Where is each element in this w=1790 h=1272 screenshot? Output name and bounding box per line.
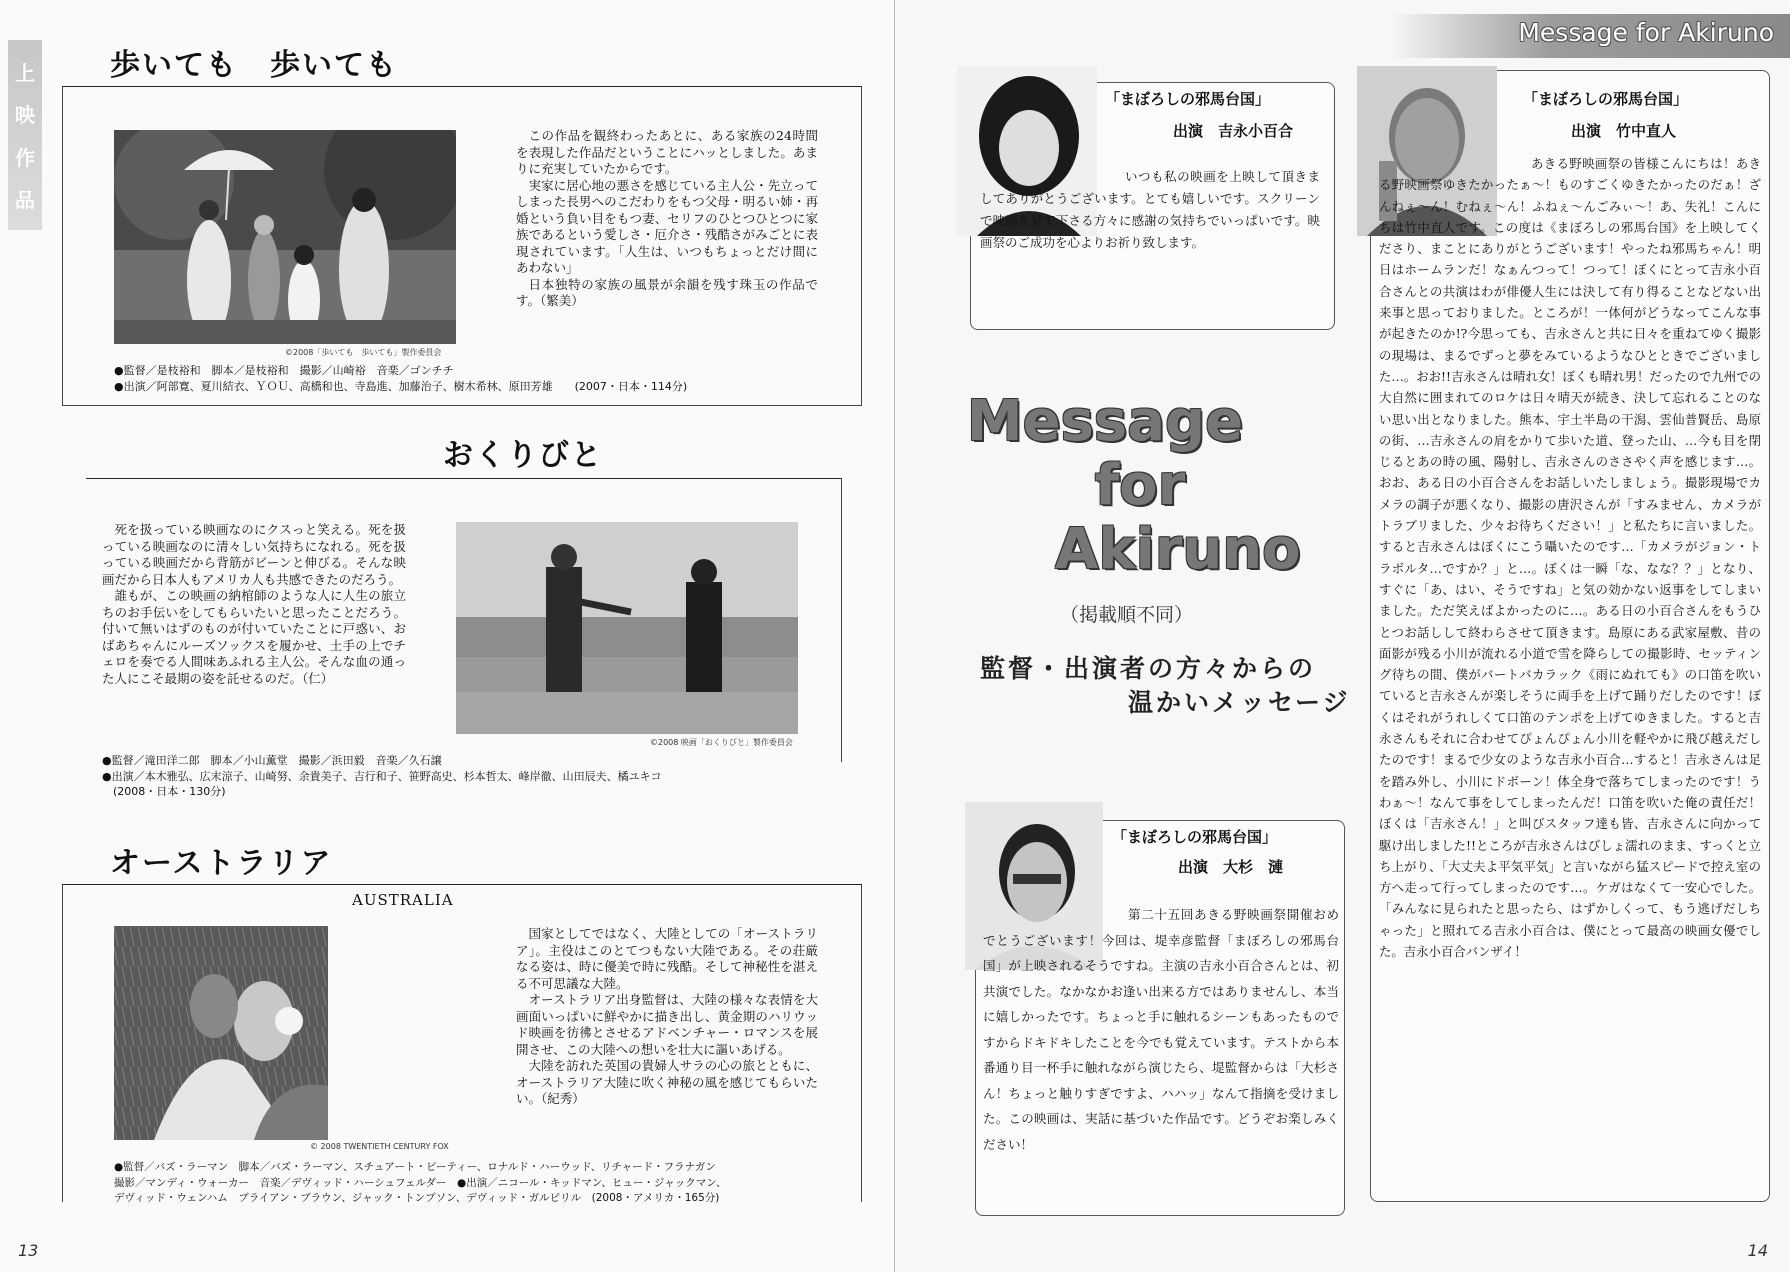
message-film: 「まぼろしの邪馬台国」 [1105,90,1271,108]
message-film: 「まぼろしの邪馬台国」 [1523,90,1689,108]
film-title: オーストラリア [110,846,333,881]
staff-line: デヴィッド・ウェンハム ブライアン・ブラウン、ジャック・トンプソン、デヴィッド・ガルピリル (2008・アメリカ・165分) [114,1192,720,1204]
warm-message-line: 監督・出演者の方々からの [980,654,1317,683]
review-paragraph: この作品を観終わったあとに、ある家族の24時間を表現した作品だということにハッとしました。あまりに充実していたからです。 [516,128,818,176]
page-number: 13 [18,1241,39,1260]
section-tab [8,40,42,230]
film-photo-walking [114,130,456,344]
message-text [1379,153,1761,962]
message-text [980,166,1320,254]
staff-line: ●出演／阿部寛、夏川結衣、ＹＯＵ、高橋和也、寺島進、加藤治子、樹木希林、原田芳雄 (2007・日本・114分) [114,379,688,393]
photo-credit: ©2008 映画「おくりびと」製作委員会 [650,738,793,747]
review-paragraph: 日本独特の家族の風景が余韻を残す珠玉の作品です。（繁美） [516,276,818,308]
review-paragraph: オーストラリア出身監督は、大陸の様々な表情を大画面いっぱいに鮮やかに描き出し、黄金期のハリウッド映画を彷彿とさせるアドベンチャー・ロマンスを展開させ、この大陸への想いを壮大に謳いあげる。 [516,992,818,1057]
staff-line: (2008・日本・130分) [102,785,226,798]
right-page [895,0,1790,1272]
warm-message [980,652,1351,720]
message-performer: 出演 大杉 漣 [1178,858,1284,876]
film-staff [114,363,687,394]
film-photo-departures [456,522,798,734]
photo-credit: ©2008「歩いても 歩いても」製作委員会 [285,348,442,357]
message-performer: 出演 吉永小百合 [1173,122,1294,140]
film-staff [102,753,662,800]
section-tab-char: 映 [15,103,35,128]
review-paragraph: 実家に居心地の悪さを感じている主人公・先立ってしまった長男へのこだわりをもつ父母・明るい姉・再婚という負い目をもつ妻、セリフのひとつひとつに家族であるという愛しさ・厄介さ・残酷さがみごとに表現されています。「人生は、いつもちょっとだけ間にあわない」 [516,177,818,275]
page-number: 14 [1747,1241,1768,1260]
page-header: Message for Akiruno [1518,18,1774,47]
film-staff [114,1160,726,1207]
message-paragraph: いつも私の映画を上映して頂きましてありがとうございます。とても嬉しいです。スクリーンで映画を見て下さる方々に感謝の気持ちでいっぱいです。映画祭のご成功を心よりお祈り致します。 [980,169,1320,250]
message-paragraph: 第二十五回あきる野映画祭開催おめでとうございます！今回は、堤幸彦監督「まぼろしの邪馬台国」が上映されるそうですね。主演の吉永小百合さんとは、初共演でした。なかなかお逢い出来る方ではありませんし、本当に嬉しかったです。ちょっと手に触れるシーンもあったものですからドキドキしたことを今でも覚えています。テストから本番通り目一杯手に触れながら演じたら、堤監督からは「大杉さん！ちょっと触りすぎですよ、ハハッ」なんて指摘を受けました。この映画は、実話に基づいた作品です。どうぞお楽しみください！ [983,907,1339,1152]
film-subtitle: AUSTRALIA [352,891,454,909]
film-title: おくりびと [443,438,603,473]
staff-line: ●監督／バズ・ラーマン 脚本／バズ・ラーマン、スチュアート・ビーティー、ロナルド・ハーウッド、リチャード・フラナガン [114,1161,716,1173]
film-review [516,128,818,310]
section-tab-char: 作 [15,145,35,170]
staff-line: 撮影／マンディ・ウォーカー 音楽／デヴィッド・ハーシュフェルダー ●出演／ニコール・キッドマン、ヒュー・ジャックマン、 [114,1176,727,1189]
film-photo-australia [114,926,328,1140]
photo-credit: © 2008 TWENTIETH CENTURY FOX [310,1142,449,1151]
staff-line: ●出演／本木雅弘、広末涼子、山崎努、余貴美子、吉行和子、笹野高史、杉本哲太、峰岸徹、山田辰夫、橘ユキコ [102,769,662,783]
review-paragraph: 誰もが、この映画の納棺師のような人に人生の旅立ちのお手伝いをしてもらいたいと思ったことだろう。付いて無いはずのものが付いていたことに戸惑い、おばあちゃんにルーズソックスを履かせ、土手の上でチェロを奏でる人間味あふれる主人公。そんな血の通った人にこそ最期の姿を託せるのだ。（仁） [102,588,406,686]
warm-message-line: 温かいメッセージ [1128,688,1351,717]
film-review [516,926,818,1108]
message-paragraph: あきる野映画祭の皆様こんにちは！あきる野映画祭ゆきたかったぁ～！ものすごくゆきたかったのだぁ！ざんねぇ～ん！むねぇ～ん！ふねぇ～んごみぃ～！あ、失礼！こんにちは竹中直人です。この度は《まぼろしの邪馬台国》を上映してくださり、まことにありがとうございます！やったね邪馬ちゃん！明日はホームランだ！なぁんつって！つって！ぼくにとって吉永小百合さんとの共演はわが俳優人生には決して有り得ることなどない出来事と思っておりました。ところが！一体何がどうなってこんな事が起きたのか!?今思っても、吉永さんと共に日々を重ねてゆく撮影の現場は、まるでずっと夢をみているようなひとときでございました…。おお!!吉永さんは晴れ女！ぼくも晴れ男！だったので九州での大自然に囲まれてのロケは日々晴天が続き、決して忘れることのない思い出となりました。熊本、宇土半島の干潟、雲仙普賢岳、島原の街、…吉永さんの肩をかりて歩いた道、登った山、…今も目を閉じるとあの時の風、陽射し、吉永さんのささやく声を感じます…。おお、ある日の小百合さんをお話しいたしましょう。撮影現場でカメラの調子が悪くなり、撮影の唐沢さんが「すみません、カメラがトラブリました、少々お待ちください！」と私たちに言いました。すると吉永さんはぼくにこう囁いたのです…「カメラがジョン・トラボルタ…ですか？」と…。ぼくは一瞬「な、なな？？」となり、すぐに「あ、はい、そうですね」と気の効かない返事をしてしまいました。ただ笑えばよかったのに…。ある日の小百合さんをもうひとつお話しして終わらさせて頂きます。島原にある武家屋敷、昔の面影が残る小川が流れる小道で雪を降らしての撮影時、セッティング待ちの間、僕がバートバカラック《雨にぬれても》の口笛を吹いていると吉永さんが楽しそうに両手を上げて踊りだしたのです！ぼくはそれがうれしくて口笛のテンポを上げてゆきました。すると吉永さんもそれに合わせてぴょんぴょん小川を軽やかに飛び越えだしたのです！まるで少女のような吉永小百合…すると！吉永さんは足を踏み外し、小川にドボーン！体全身で落ちてしまったのです！うわぁ～！なんて事をしてしまったんだ！口笛を吹いた俺の責任だ！ぼくは「吉永さん！」と叫びスタッフ達も皆、吉永さんに向かって駆け出しました!!ところが吉永さんはびしょ濡れのまま、すっくと立ち上がり、「大丈夫よ平気平気」と言いながら猛スピードで控え室の方へ走って行ってしまったのです…。ケガはなくて一安心でした。「みんなに見られたと思ったら、はずかしくって、もう逃げだしちゃった」と照れてる吉永小百合は、僕にとって最高の映画女優でした。吉永小百合バンザイ！ [1379,156,1761,959]
film-title: 歩いても 歩いても [110,48,398,83]
feature-title-line: Akiruno [1055,517,1301,582]
feature-title-line: for [1094,453,1186,518]
review-paragraph: 大陸を訪れた英国の貴婦人サラの心の旅とともに、オーストラリア大陸に吹く神秘の風を感じてもらいたい。（紀秀） [516,1058,818,1106]
film-review [102,522,406,687]
feature-title [955,389,1301,582]
order-note: （掲載順不同） [1060,604,1194,626]
message-film: 「まぼろしの邪馬台国」 [1112,828,1278,846]
section-tab-char: 品 [15,188,35,213]
message-performer: 出演 竹中直人 [1571,122,1677,140]
message-text [983,902,1339,1157]
feature-title-line: Message [966,389,1244,454]
staff-line: ●監督／是枝裕和 脚本／是枝裕和 撮影／山崎裕 音楽／ゴンチチ [114,364,454,377]
staff-line: ●監督／滝田洋二郎 脚本／小山薫堂 撮影／浜田毅 音楽／久石譲 [102,754,442,767]
review-paragraph: 死を扱っている映画なのにクスっと笑える。死を扱っている映画なのに清々しい気持ちになれる。死を扱っている映画だから背筋がビーンと伸びる。そんな映画だから日本人もアメリカ人も共感できたのだろう。 [102,522,406,587]
review-paragraph: 国家としてではなく、大陸としての「オーストラリア」。主役はこのとてつもない大陸である。その荘厳なる姿は、時に優美で時に残酷。そして神秘性を湛える不可思議な大陸。 [516,926,818,991]
section-tab-char: 上 [15,60,35,85]
